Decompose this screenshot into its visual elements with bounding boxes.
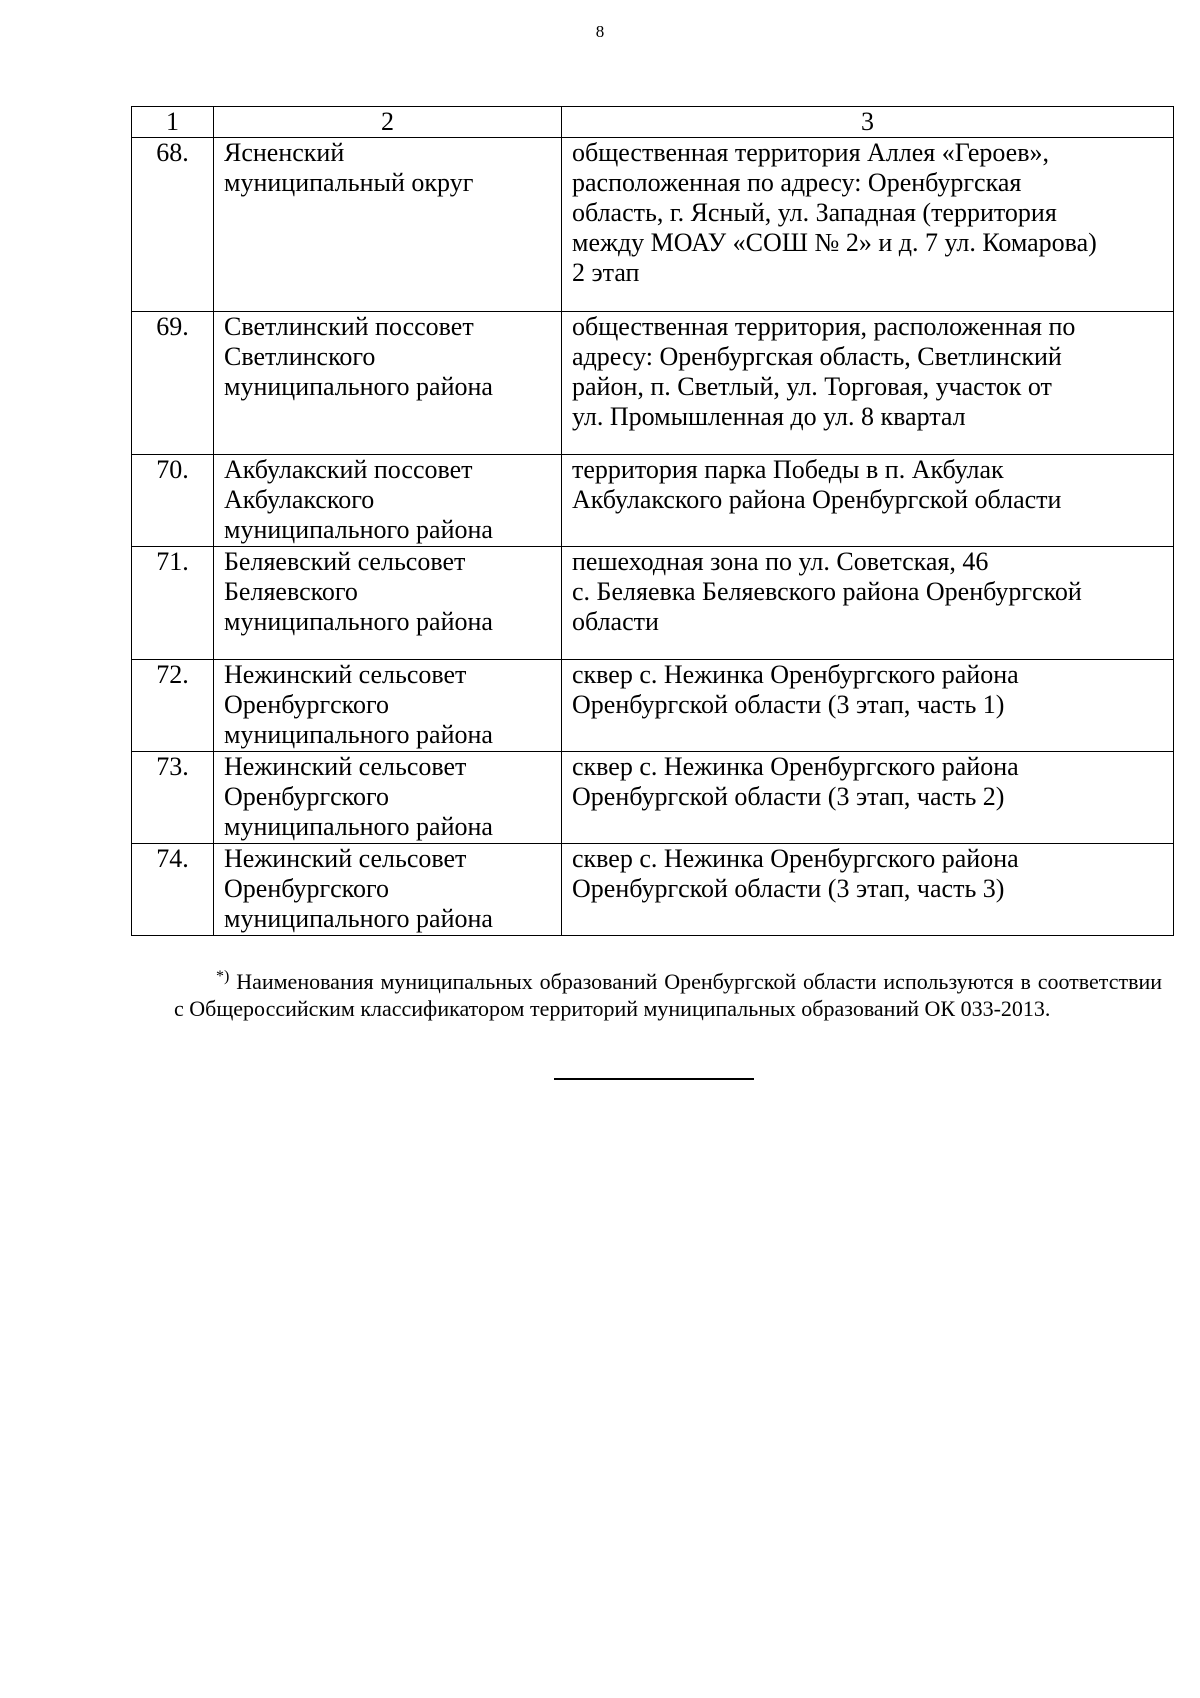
column-header-territory: 3 xyxy=(562,107,1174,138)
territory-cell: сквер с. Нежинка Оренбургского района Оренбургской области (3 этап, часть 3) xyxy=(562,844,1174,936)
territory-cell: общественная территория, расположенная по адресу: Оренбургская область, Светлинский район, п. Светлый, ул. Торговая, участок от ул. Промышленная до ул. 8 квартал xyxy=(562,312,1174,455)
row-number: 72. xyxy=(132,660,214,752)
row-number: 68. xyxy=(132,138,214,312)
row-number: 69. xyxy=(132,312,214,455)
territories-table xyxy=(131,106,1174,936)
table-row xyxy=(132,547,1174,660)
row-number: 74. xyxy=(132,844,214,936)
end-of-document-rule xyxy=(554,1078,754,1080)
footnote-text: Наименования муниципальных образований Оренбургской области используются в соответствии с Общероссийским классификатором территорий муниципальных образований ОК 033-2013. xyxy=(174,969,1163,1021)
footnote-marker: *) xyxy=(216,968,230,985)
territory-cell: сквер с. Нежинка Оренбургского района Оренбургской области (3 этап, часть 1) xyxy=(562,660,1174,752)
row-number: 70. xyxy=(132,455,214,547)
page-number: 8 xyxy=(595,22,605,41)
municipality-cell: Нежинский сельсовет Оренбургского муниципального района xyxy=(214,752,562,844)
table-row xyxy=(132,660,1174,752)
territory-cell: сквер с. Нежинка Оренбургского района Оренбургской области (3 этап, часть 2) xyxy=(562,752,1174,844)
table-row xyxy=(132,312,1174,455)
table-row xyxy=(132,138,1174,312)
row-number: 71. xyxy=(132,547,214,660)
territory-cell: территория парка Победы в п. Акбулак Акбулакского района Оренбургской области xyxy=(562,455,1174,547)
territory-cell: общественная территория Аллея «Героев», расположенная по адресу: Оренбургская область, г. Ясный, ул. Западная (территория между МОАУ «СОШ № 2» и д. 7 ул. Комарова) 2 этап xyxy=(562,138,1174,312)
table-row xyxy=(132,844,1174,936)
municipality-cell: Ясненский муниципальный округ xyxy=(214,138,562,312)
footnote xyxy=(174,968,1162,1022)
table-row xyxy=(132,455,1174,547)
column-header-number: 1 xyxy=(132,107,214,138)
row-number: 73. xyxy=(132,752,214,844)
municipality-cell: Нежинский сельсовет Оренбургского муниципального района xyxy=(214,660,562,752)
municipality-cell: Нежинский сельсовет Оренбургского муниципального района xyxy=(214,844,562,936)
municipality-cell: Светлинский поссовет Светлинского муниципального района xyxy=(214,312,562,455)
table-row xyxy=(132,752,1174,844)
municipality-cell: Беляевский сельсовет Беляевского муниципального района xyxy=(214,547,562,660)
column-header-municipality: 2 xyxy=(214,107,562,138)
table-header-row xyxy=(132,107,1174,138)
municipality-cell: Акбулакский поссовет Акбулакского муниципального района xyxy=(214,455,562,547)
territory-cell: пешеходная зона по ул. Советская, 46 с. Беляевка Беляевского района Оренбургской области xyxy=(562,547,1174,660)
